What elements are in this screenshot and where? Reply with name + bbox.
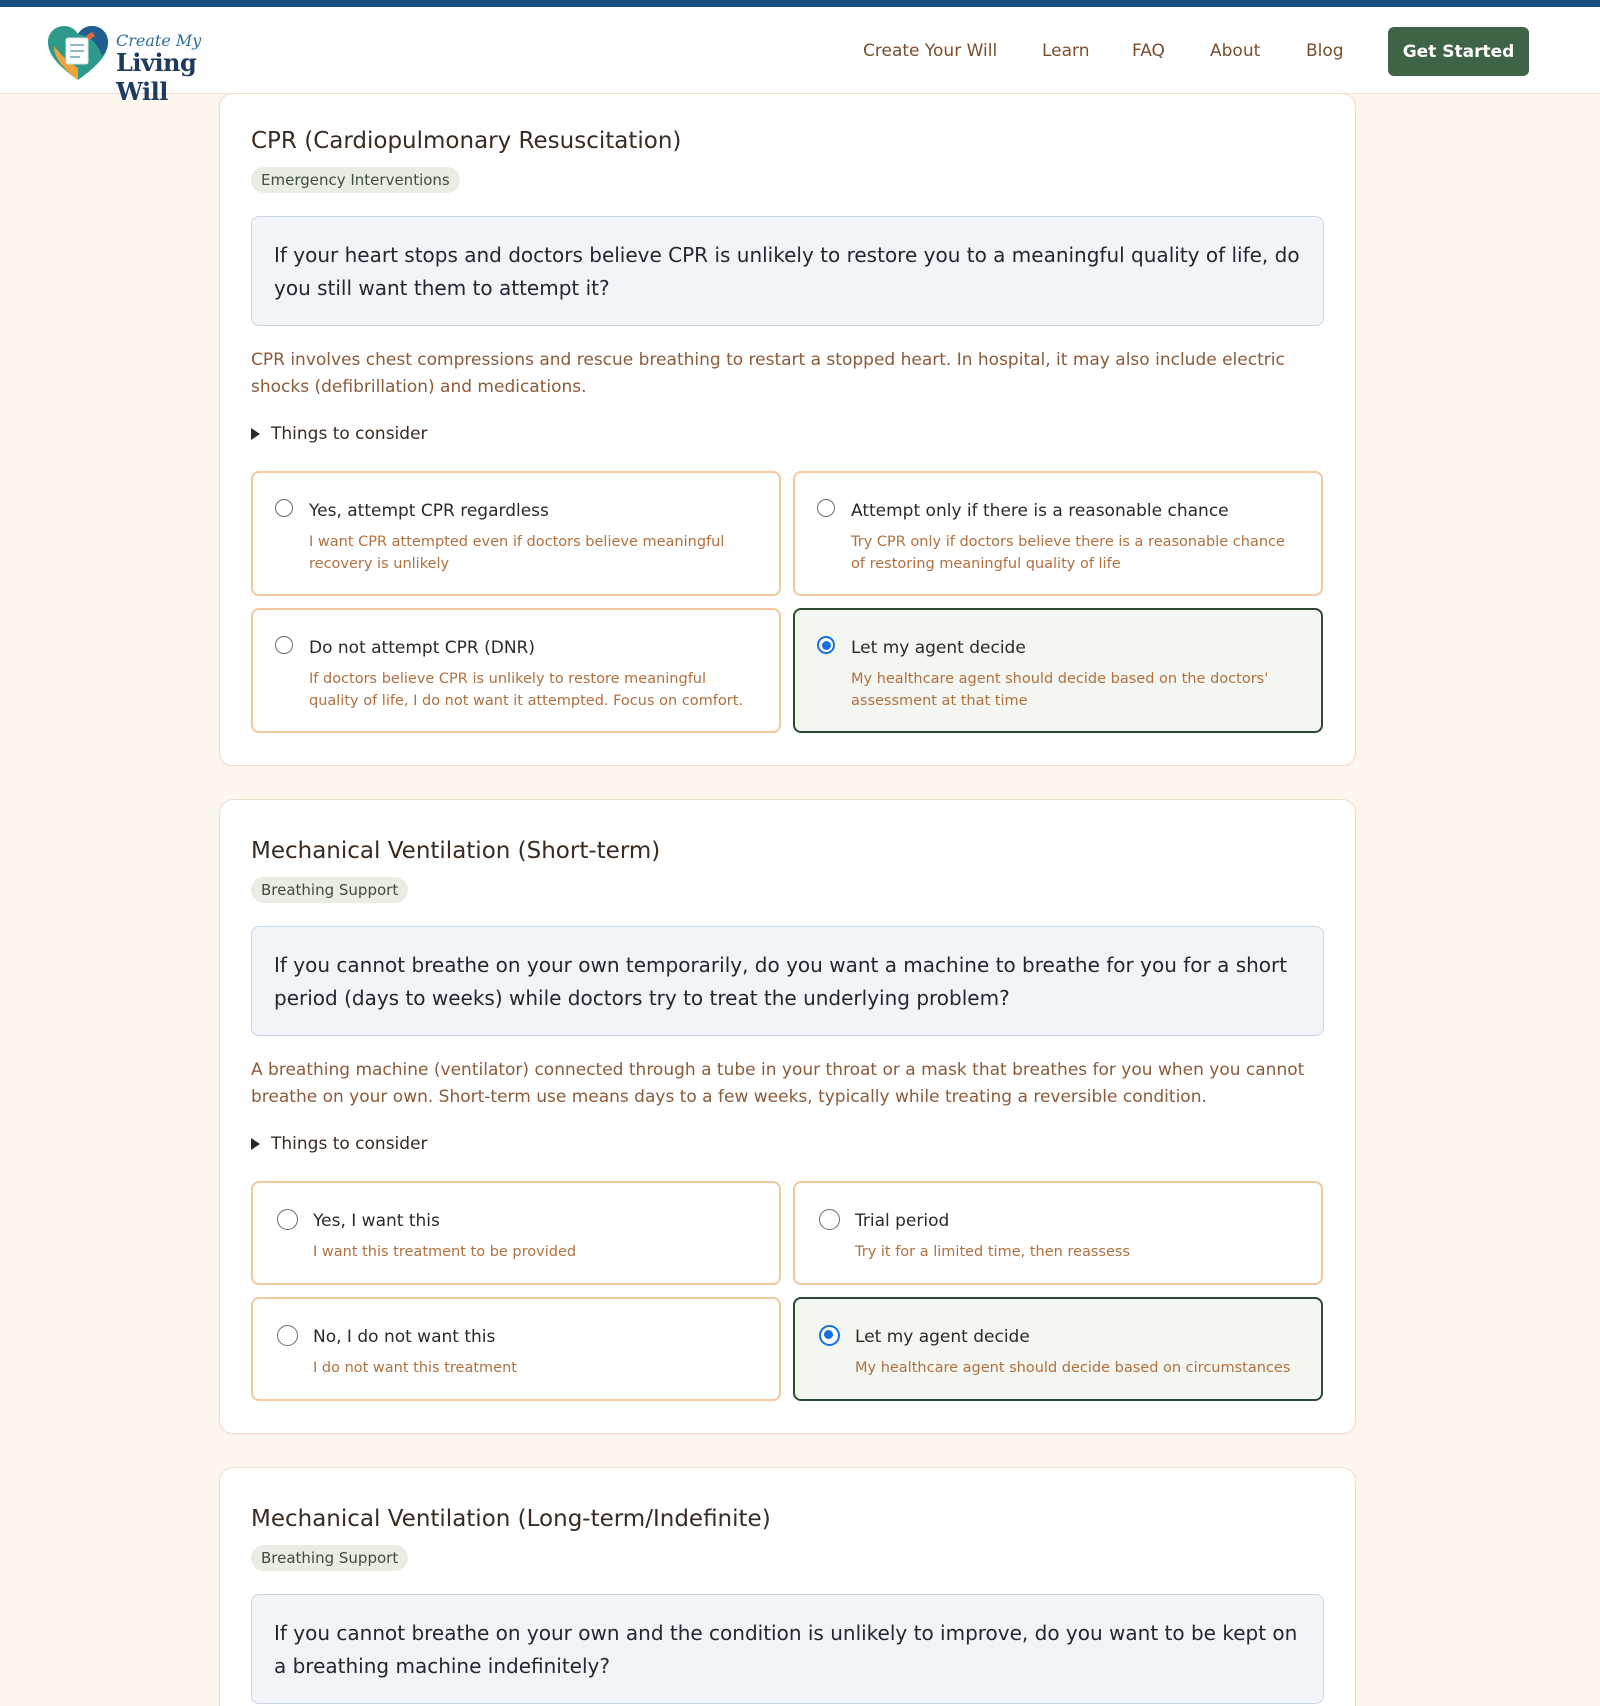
- heart-logo-icon: [46, 24, 110, 84]
- category-tag: Emergency Interventions: [251, 167, 460, 193]
- radio-button-selected[interactable]: [817, 636, 835, 654]
- things-to-consider-toggle[interactable]: [251, 1134, 428, 1154]
- option-description: I want CPR attempted even if doctors believe meaningful recovery is unlikely: [309, 534, 725, 572]
- expand-triangle-icon: [251, 428, 260, 440]
- option-description: If doctors believe CPR is unlikely to restore meaningful quality of life, I do not want it attempted. Focus on comfort.: [309, 671, 744, 709]
- option-description: Try it for a limited time, then reassess: [855, 1244, 1131, 1260]
- question-box: If your heart stops and doctors believe CPR is unlikely to restore you to a meaningful quality of life, do you still want them to attempt it?: [251, 216, 1324, 326]
- card-title: Mechanical Ventilation (Long-term/Indefinite): [251, 1506, 771, 1532]
- nav-about[interactable]: About: [1210, 41, 1261, 61]
- logo-text-main: Living Will: [116, 48, 197, 106]
- get-started-button[interactable]: Get Started: [1388, 27, 1529, 76]
- option-reasonable-chance[interactable]: [793, 471, 1323, 596]
- things-to-consider-label: Things to consider: [271, 424, 428, 444]
- question-box: If you cannot breathe on your own temporarily, do you want a machine to breathe for you for a short period (days to weeks) while doctors try to treat the underlying problem?: [251, 926, 1324, 1036]
- radio-button[interactable]: [275, 636, 293, 654]
- option-label: Yes, I want this: [313, 1211, 440, 1231]
- things-to-consider-toggle[interactable]: [251, 424, 428, 444]
- question-card-ventilation-long: [219, 1467, 1356, 1706]
- card-title: CPR (Cardiopulmonary Resuscitation): [251, 128, 682, 154]
- option-trial-period[interactable]: [793, 1181, 1323, 1285]
- radio-button[interactable]: [817, 499, 835, 517]
- option-no-want[interactable]: [251, 1297, 781, 1401]
- option-label: Attempt only if there is a reasonable chance: [851, 501, 1229, 521]
- option-description: My healthcare agent should decide based on circumstances: [855, 1360, 1291, 1376]
- category-tag: Breathing Support: [251, 877, 408, 903]
- top-accent-bar: [0, 0, 1600, 7]
- radio-button[interactable]: [275, 499, 293, 517]
- question-description: A breathing machine (ventilator) connected through a tube in your throat or a mask that breathes for you when you cannot breathe on your own. Short-term use means days to a few weeks, typically while treating a reversible condition.: [251, 1060, 1305, 1107]
- nav-faq[interactable]: FAQ: [1132, 41, 1165, 61]
- nav-create-your-will[interactable]: Create Your Will: [863, 41, 998, 61]
- radio-button-selected[interactable]: [819, 1325, 840, 1346]
- nav-learn[interactable]: Learn: [1042, 41, 1090, 61]
- nav-blog[interactable]: Blog: [1306, 41, 1344, 61]
- category-tag: Breathing Support: [251, 1545, 408, 1571]
- option-label: Do not attempt CPR (DNR): [309, 638, 535, 658]
- radio-button[interactable]: [277, 1209, 298, 1230]
- option-description: I want this treatment to be provided: [313, 1244, 577, 1260]
- question-box: If you cannot breathe on your own and the condition is unlikely to improve, do you want to be kept on a breathing machine indefinitely?: [251, 1594, 1324, 1704]
- radio-button[interactable]: [277, 1325, 298, 1346]
- option-yes-want[interactable]: [251, 1181, 781, 1285]
- option-agent-decide[interactable]: [793, 1297, 1323, 1401]
- site-logo[interactable]: [46, 24, 246, 106]
- question-description: CPR involves chest compressions and rescue breathing to restart a stopped heart. In hospital, it may also include electric shocks (defibrillation) and medications.: [251, 350, 1285, 397]
- option-description: My healthcare agent should decide based on the doctors' assessment at that time: [851, 671, 1269, 709]
- option-label: Yes, attempt CPR regardless: [309, 501, 549, 521]
- option-agent-decide[interactable]: [793, 608, 1323, 733]
- option-label: Trial period: [855, 1211, 950, 1231]
- logo-text-top: Create My: [116, 31, 202, 50]
- option-description: I do not want this treatment: [313, 1360, 517, 1376]
- option-description: Try CPR only if doctors believe there is a reasonable chance of restoring meaningful quality of life: [851, 534, 1285, 572]
- question-card-ventilation-short: [219, 799, 1356, 1434]
- site-header: [0, 7, 1600, 106]
- option-yes-cpr[interactable]: [251, 471, 781, 596]
- option-label: Let my agent decide: [851, 638, 1026, 658]
- things-to-consider-label: Things to consider: [271, 1134, 428, 1154]
- option-dnr[interactable]: [251, 608, 781, 733]
- option-label: Let my agent decide: [855, 1327, 1030, 1347]
- card-title: Mechanical Ventilation (Short-term): [251, 838, 661, 864]
- question-card-cpr: [219, 93, 1356, 766]
- expand-triangle-icon: [251, 1138, 260, 1150]
- radio-button[interactable]: [819, 1209, 840, 1230]
- option-label: No, I do not want this: [313, 1327, 496, 1347]
